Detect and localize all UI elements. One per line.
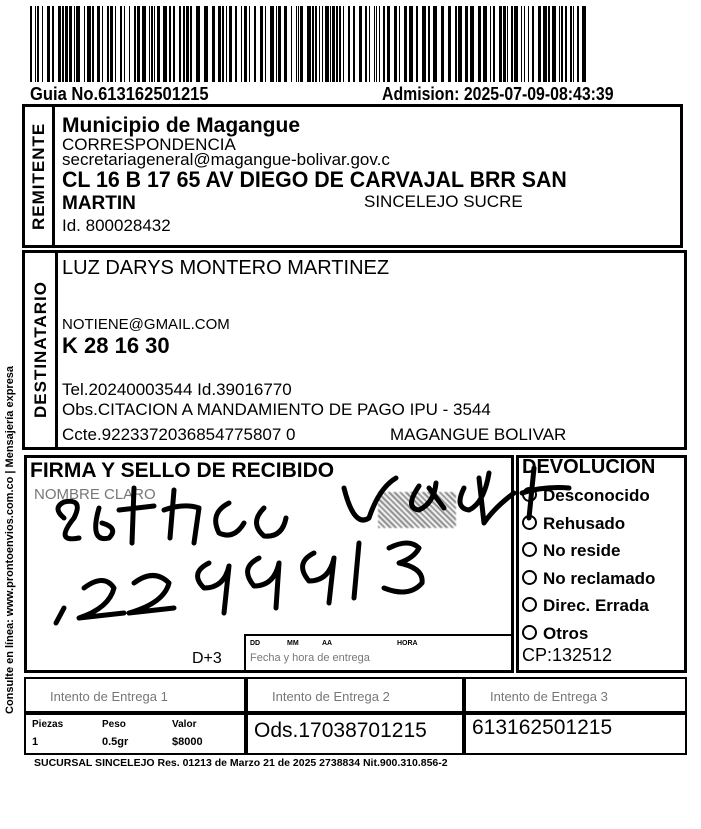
remitente-city: SINCELEJO SUCRE bbox=[364, 192, 523, 211]
radio-circle-icon bbox=[522, 487, 537, 502]
devolucion-option bbox=[522, 510, 655, 538]
d-plus-label: D+3 bbox=[192, 650, 222, 667]
barcode-bar bbox=[503, 6, 506, 82]
barcode-bar bbox=[76, 6, 80, 82]
barcode-bar bbox=[183, 6, 185, 82]
devolucion-option bbox=[522, 565, 655, 593]
devolucion-options bbox=[522, 482, 655, 647]
guia-num: 613162501215 bbox=[472, 716, 613, 739]
barcode-bar bbox=[87, 6, 91, 82]
barcode-bar bbox=[249, 6, 250, 82]
barcode-bar bbox=[137, 6, 140, 82]
footer-text: SUCURSAL SINCELEJO Res. 01213 de Marzo 21 de 2025 2738834 Nit.900.310.856-2 bbox=[34, 757, 448, 769]
barcode-bar bbox=[465, 6, 468, 82]
barcode-bar bbox=[577, 6, 579, 82]
barcode-bar bbox=[483, 6, 487, 82]
devolucion-option-label: No reside bbox=[543, 541, 621, 560]
barcode-bar bbox=[284, 6, 287, 82]
barcode-bar bbox=[490, 6, 491, 82]
fecha-hora: HORA bbox=[397, 640, 418, 647]
intento-1: Intento de Entrega 1 bbox=[50, 689, 168, 704]
barcode-bar bbox=[353, 6, 355, 82]
barcode-bar bbox=[300, 6, 303, 82]
piezas-label: Piezas bbox=[32, 719, 64, 730]
barcode-bar bbox=[235, 6, 237, 82]
barcode-bar bbox=[514, 6, 518, 82]
barcode-bar bbox=[532, 6, 534, 82]
barcode-bar bbox=[107, 6, 109, 82]
nombre-claro-label: NOMBRE CLARO bbox=[34, 486, 156, 503]
barcode-bar bbox=[115, 6, 116, 82]
barcode-bar bbox=[561, 6, 563, 82]
barcode-bar bbox=[270, 6, 274, 82]
remitente-label-divider bbox=[52, 106, 55, 246]
remitente-label: REMITENTE bbox=[29, 122, 48, 230]
valor-label: Valor bbox=[172, 719, 197, 730]
barcode-bar bbox=[204, 6, 208, 82]
barcode-bar bbox=[69, 6, 72, 82]
radio-circle-icon bbox=[522, 625, 537, 640]
barcode-bar bbox=[37, 6, 39, 82]
barcode-bar bbox=[226, 6, 227, 82]
barcode-bar bbox=[173, 6, 175, 82]
barcode-bar bbox=[196, 6, 200, 82]
intento-3: Intento de Entrega 3 bbox=[490, 689, 608, 704]
radio-circle-icon bbox=[522, 515, 537, 530]
barcode-bar bbox=[254, 6, 256, 82]
barcode-bar bbox=[142, 6, 146, 82]
barcode-bar bbox=[319, 6, 320, 82]
barcode-bar bbox=[124, 6, 125, 82]
barcode-bar bbox=[478, 6, 481, 82]
barcode-bar bbox=[110, 6, 113, 82]
devolucion-option bbox=[522, 592, 655, 620]
barcode-bar bbox=[387, 6, 390, 82]
barcode-bar bbox=[222, 6, 224, 82]
destinatario-address: K 28 16 30 bbox=[62, 333, 170, 358]
barcode-bar bbox=[65, 6, 68, 82]
barcode-bar bbox=[348, 6, 350, 82]
barcode-bar bbox=[129, 6, 130, 82]
barcode-bar bbox=[470, 6, 474, 82]
devolucion-option-label: Desconocido bbox=[543, 486, 650, 505]
remitente-address-1: CL 16 B 17 65 AV DIEGO DE CARVAJAL BRR SAN bbox=[62, 167, 567, 192]
barcode-bar bbox=[47, 6, 50, 82]
barcode-bar bbox=[422, 6, 426, 82]
barcode-bar bbox=[169, 6, 171, 82]
barcode-bar bbox=[291, 6, 292, 82]
barcode-bar bbox=[552, 6, 556, 82]
barcode-bar bbox=[74, 6, 75, 82]
piezas-value: 1 bbox=[32, 736, 39, 748]
barcode-bar bbox=[179, 6, 181, 82]
barcode-bar bbox=[102, 6, 103, 82]
barcode-bar bbox=[312, 6, 314, 82]
radio-circle-icon bbox=[522, 570, 537, 585]
radio-circle-icon bbox=[522, 542, 537, 557]
barcode-bar bbox=[157, 6, 160, 82]
barcode-bar bbox=[62, 6, 64, 82]
barcode-bar bbox=[218, 6, 221, 82]
fecha-caption: Fecha y hora de entrega bbox=[250, 652, 370, 664]
barcode-bar bbox=[134, 6, 136, 82]
barcode-bar bbox=[365, 6, 367, 82]
radio-circle-icon bbox=[522, 597, 537, 612]
barcode bbox=[30, 6, 585, 82]
peso-value: 0.5gr bbox=[102, 736, 129, 748]
barcode-bar bbox=[244, 6, 247, 82]
barcode-bar bbox=[369, 6, 370, 82]
barcode-bar bbox=[315, 6, 317, 82]
barcode-bar bbox=[30, 6, 32, 82]
barcode-bar bbox=[565, 6, 567, 82]
destinatario-name: LUZ DARYS MONTERO MARTINEZ bbox=[62, 257, 390, 279]
barcode-bar bbox=[458, 6, 462, 82]
barcode-bar bbox=[212, 6, 215, 82]
barcode-bar bbox=[92, 6, 94, 82]
barcode-bar bbox=[278, 6, 281, 82]
barcode-bar bbox=[399, 6, 400, 82]
destinatario-label-divider bbox=[55, 252, 58, 448]
intento-2: Intento de Entrega 2 bbox=[272, 689, 390, 704]
devolucion-option-label: No reclamado bbox=[543, 568, 656, 588]
barcode-bar bbox=[376, 6, 377, 82]
barcode-bar bbox=[448, 6, 451, 82]
barcode-bar bbox=[543, 6, 547, 82]
destinatario-tel: Tel.20240003544 Id.39016770 bbox=[62, 380, 292, 399]
barcode-bar bbox=[163, 6, 167, 82]
guia-number: Guia No.613162501215 bbox=[30, 84, 209, 104]
devolucion-option-label: Direc. Errada bbox=[543, 596, 649, 615]
destinatario-city: MAGANGUE BOLIVAR bbox=[390, 425, 567, 444]
barcode-bar bbox=[322, 6, 323, 82]
barcode-bar bbox=[394, 6, 397, 82]
barcode-bar bbox=[499, 6, 502, 82]
barcode-bar bbox=[521, 6, 522, 82]
devolucion-option bbox=[522, 620, 655, 648]
fecha-dd: DD bbox=[250, 640, 261, 647]
fecha-mm: MM bbox=[287, 640, 299, 647]
barcode-bar bbox=[548, 6, 550, 82]
barcode-bar bbox=[374, 6, 375, 82]
valor-value: $8000 bbox=[172, 736, 203, 748]
barcode-bar bbox=[383, 6, 385, 82]
barcode-bar bbox=[573, 6, 574, 82]
remitente-email: secretariageneral@magangue-bolivar.gov.c bbox=[62, 150, 390, 169]
barcode-bar bbox=[493, 6, 495, 82]
barcode-bar bbox=[120, 6, 122, 82]
barcode-bar bbox=[428, 6, 430, 82]
barcode-bar bbox=[433, 6, 437, 82]
barcode-bar bbox=[154, 6, 155, 82]
remitente-name: Municipio de Magangue bbox=[62, 114, 301, 137]
barcode-bar bbox=[149, 6, 150, 82]
barcode-bar bbox=[332, 6, 335, 82]
barcode-bar bbox=[336, 6, 338, 82]
ods-number: Ods.17038701215 bbox=[254, 719, 427, 742]
barcode-bar bbox=[97, 6, 100, 82]
destinatario-obs: Obs.CITACION A MANDAMIENTO DE PAGO IPU - 3544 bbox=[62, 400, 491, 419]
peso-label: Peso bbox=[102, 719, 126, 730]
admision-date: Admision: 2025-07-09-08:43:39 bbox=[382, 84, 614, 104]
barcode-bar bbox=[343, 6, 344, 82]
remitente-id: Id. 800028432 bbox=[62, 216, 171, 235]
barcode-bar bbox=[330, 6, 331, 82]
barcode-bar bbox=[276, 6, 277, 82]
devolucion-cp: CP:132512 bbox=[522, 645, 613, 665]
barcode-bar bbox=[58, 6, 61, 82]
barcode-bar bbox=[265, 6, 266, 82]
barcode-bar bbox=[307, 6, 311, 82]
barcode-bar bbox=[416, 6, 418, 82]
barcode-bar bbox=[524, 6, 525, 82]
barcode-bar bbox=[190, 6, 192, 82]
barcode-bar bbox=[84, 6, 85, 82]
side-consult-text: Consulte en línea: www.prontoenvios.com.co | Mensajería expresa bbox=[4, 365, 16, 715]
barcode-bar bbox=[404, 6, 407, 82]
barcode-bar bbox=[359, 6, 362, 82]
barcode-bar bbox=[455, 6, 457, 82]
devolucion-option bbox=[522, 537, 655, 565]
barcode-bar bbox=[441, 6, 444, 82]
barcode-bar bbox=[511, 6, 513, 82]
devolucion-option-label: Otros bbox=[543, 623, 589, 643]
barcode-bar bbox=[339, 6, 341, 82]
barcode-bar bbox=[570, 6, 572, 82]
barcode-bar bbox=[298, 6, 299, 82]
remitente-address-2: MARTIN bbox=[62, 193, 136, 214]
firma-title: FIRMA Y SELLO DE RECIBIDO bbox=[30, 459, 335, 482]
devolucion-option bbox=[522, 482, 655, 510]
barcode-bar bbox=[260, 6, 263, 82]
destinatario-label: DESTINATARIO bbox=[31, 281, 50, 419]
barcode-bar bbox=[538, 6, 541, 82]
barcode-bar bbox=[35, 6, 36, 82]
barcode-bar bbox=[379, 6, 380, 82]
barcode-bar bbox=[409, 6, 413, 82]
barcode-bar bbox=[559, 6, 560, 82]
barcode-bar bbox=[186, 6, 189, 82]
barcode-bar bbox=[52, 6, 54, 82]
barcode-bar bbox=[42, 6, 43, 82]
barcode-bar bbox=[241, 6, 242, 82]
barcode-bar bbox=[325, 6, 329, 82]
barcode-bar bbox=[507, 6, 508, 82]
barcode-bar bbox=[151, 6, 153, 82]
devolucion-title: DEVOLUCION bbox=[522, 456, 656, 478]
barcode-bar bbox=[528, 6, 529, 82]
destinatario-ccte: Ccte.9223372036854775807 0 bbox=[62, 425, 296, 444]
destinatario-email: NOTIENE@GMAIL.COM bbox=[62, 316, 230, 333]
fecha-aa: AA bbox=[322, 640, 333, 647]
barcode-bar bbox=[296, 6, 297, 82]
barcode-bar bbox=[229, 6, 232, 82]
devolucion-option-label: Rehusado bbox=[543, 513, 626, 533]
remitente-dept: CORRESPONDENCIA bbox=[62, 135, 236, 154]
barcode-bar bbox=[582, 6, 586, 82]
